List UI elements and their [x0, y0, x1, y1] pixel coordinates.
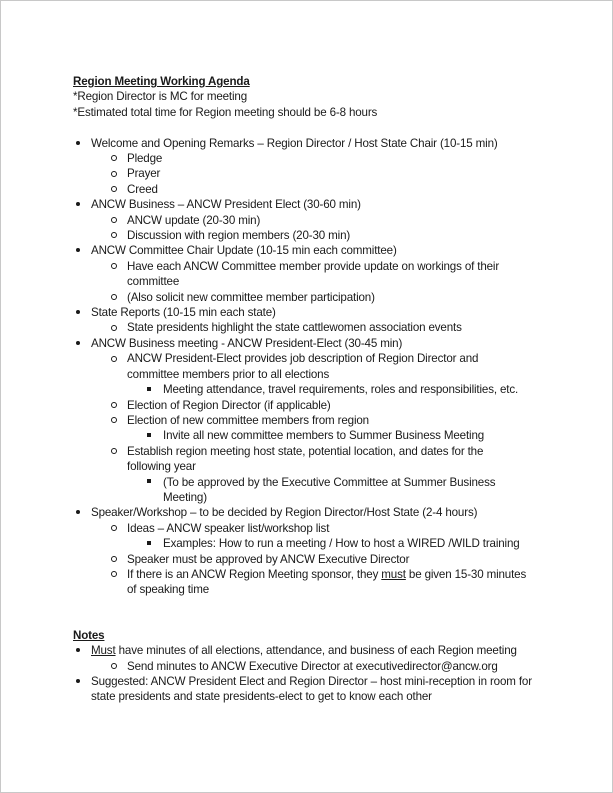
agenda-list [73, 136, 543, 598]
emphasis-must: Must [91, 644, 116, 658]
circle-bullet-icon [111, 228, 117, 243]
note-item: Suggested: ANCW President Elect and Region Director – host mini-reception in room for state presidents and state presidents-elect to get to know each other [73, 674, 543, 705]
agenda-item: Speaker/Workshop – to be decided by Region Director/Host State (2-4 hours) [73, 505, 543, 520]
bullet-icon [76, 643, 80, 658]
agenda-subsubitem: (To be approved by the Executive Committee at Summer Business Meeting) [73, 475, 518, 506]
bullet-icon [76, 336, 80, 351]
agenda-subitem: Prayer [73, 166, 543, 181]
notes-heading: Notes [73, 628, 105, 642]
agenda-item: ANCW Business meeting - ANCW President-Elect (30-45 min) [73, 336, 543, 351]
intro-line: *Estimated total time for Region meeting should be 6-8 hours [73, 105, 378, 119]
circle-bullet-icon [111, 290, 117, 305]
circle-bullet-icon [111, 182, 117, 197]
agenda-subitem: Creed [73, 182, 543, 197]
agenda-subsubitem: Meeting attendance, travel requirements, roles and responsibilities, etc. [73, 382, 543, 397]
bullet-icon [76, 243, 80, 258]
square-bullet-icon [147, 428, 151, 443]
square-bullet-icon [147, 382, 151, 397]
agenda-subitem: Speaker must be approved by ANCW Executive Director [73, 552, 543, 567]
square-bullet-icon [147, 536, 151, 551]
note-item: Must have minutes of all elections, attendance, and business of each Region meeting [73, 643, 543, 658]
circle-bullet-icon [111, 320, 117, 335]
agenda-item: Welcome and Opening Remarks – Region Director / Host State Chair (10-15 min) [73, 136, 543, 151]
agenda-subitem: ANCW update (20-30 min) [73, 213, 543, 228]
agenda-item: ANCW Business – ANCW President Elect (30-60 min) [73, 197, 543, 212]
circle-bullet-icon [111, 166, 117, 181]
intro-line: *Region Director is MC for meeting [73, 90, 248, 104]
circle-bullet-icon [111, 552, 117, 567]
bullet-icon [76, 305, 80, 320]
agenda-subitem: Discussion with region members (20-30 min) [73, 228, 543, 243]
agenda-item: State Reports (10-15 min each state) [73, 305, 543, 320]
note-subitem: Send minutes to ANCW Executive Director at executivedirector@ancw.org [73, 659, 543, 674]
agenda-subitem: State presidents highlight the state cattlewomen association events [73, 320, 543, 335]
square-bullet-icon [147, 475, 151, 490]
bullet-icon [76, 136, 80, 151]
agenda-subitem: Have each ANCW Committee member provide update on workings of their committee [73, 259, 507, 290]
emphasis-must: must [381, 567, 406, 581]
agenda-item: ANCW Committee Chair Update (10-15 min each committee) [73, 243, 543, 258]
circle-bullet-icon [111, 521, 117, 536]
circle-bullet-icon [111, 398, 117, 413]
bullet-icon [76, 197, 80, 212]
agenda-subsubitem: Examples: How to run a meeting / How to host a WIRED /WILD training [73, 536, 543, 551]
agenda-subitem: Pledge [73, 151, 543, 166]
circle-bullet-icon [111, 413, 117, 428]
circle-bullet-icon [111, 444, 117, 459]
agenda-subitem: If there is an ANCW Region Meeting sponsor, they must be given 15-30 minutes of speaking time [73, 567, 527, 598]
agenda-subitem: ANCW President-Elect provides job description of Region Director and committee members prior to all elections [73, 351, 487, 382]
document-body [73, 74, 543, 705]
circle-bullet-icon [111, 659, 117, 674]
agenda-subsubitem: Invite all new committee members to Summer Business Meeting [73, 428, 543, 443]
bullet-icon [76, 674, 80, 689]
circle-bullet-icon [111, 213, 117, 228]
agenda-subitem: (Also solicit new committee member participation) [73, 290, 543, 305]
agenda-subitem: Election of new committee members from region [73, 413, 543, 428]
notes-list [73, 643, 543, 705]
bullet-icon [76, 505, 80, 520]
circle-bullet-icon [111, 567, 117, 582]
document-title: Region Meeting Working Agenda [73, 75, 250, 88]
circle-bullet-icon [111, 151, 117, 166]
agenda-subitem: Establish region meeting host state, potential location, and dates for the following year [73, 444, 497, 475]
agenda-subitem: Ideas – ANCW speaker list/workshop list [73, 521, 543, 536]
circle-bullet-icon [111, 351, 117, 366]
agenda-subitem: Election of Region Director (if applicable) [73, 398, 543, 413]
circle-bullet-icon [111, 259, 117, 274]
